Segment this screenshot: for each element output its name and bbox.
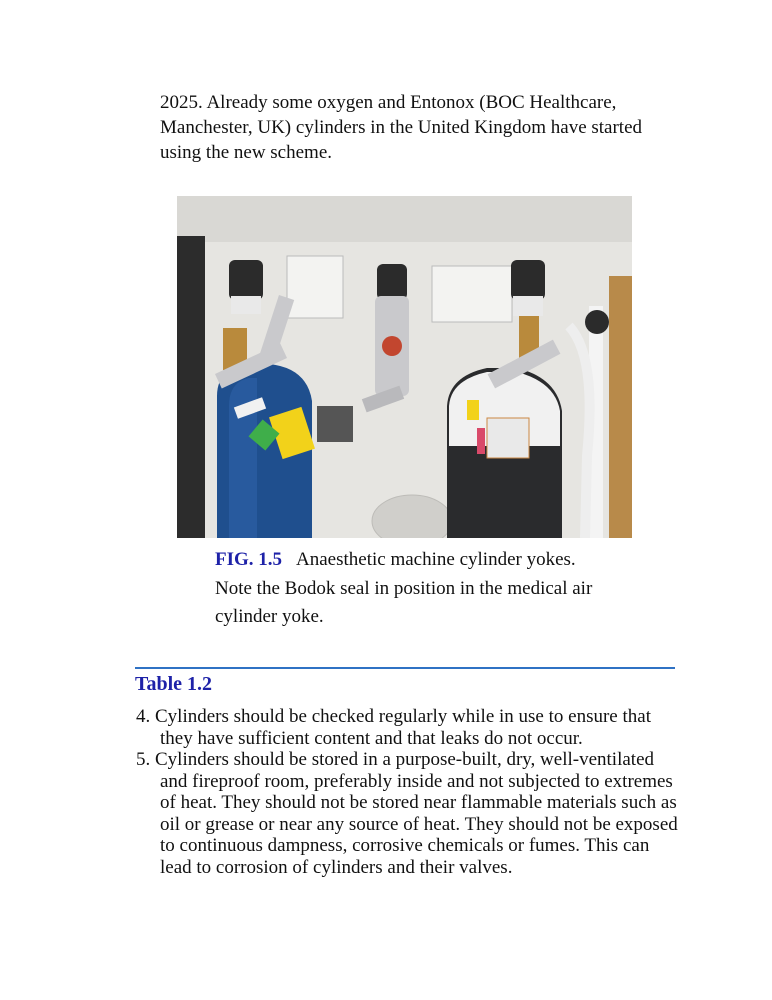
middle-bodok-seal	[382, 336, 402, 356]
left-dark-side	[177, 236, 205, 538]
left-cap	[229, 260, 263, 300]
panel-label-left	[287, 256, 343, 318]
cylinder-yokes-photo	[177, 196, 632, 538]
panel-label-right	[432, 266, 512, 322]
oxygen-cylinder	[217, 364, 315, 538]
figure-label: FIG. 1.5	[215, 549, 283, 570]
vent-grille	[317, 406, 353, 442]
right-cap	[511, 260, 545, 300]
list-item: 5. Cylinders should be stored in a purpose-built, dry, well-ventilated and fireproof room, preferably inside and not subjected to extremes of heat. They should not be stored near flammable materials such as oil or grease or near any source of heat. They should not be exposed to continuous dampness, corrosive chemicals or fumes. This can lead to corrosion of cylinders and their valves.	[136, 749, 678, 878]
middle-cap	[377, 264, 407, 300]
right-gauge-knob	[585, 310, 609, 334]
panel-top-edge	[177, 196, 632, 242]
medical-air-cylinder	[447, 368, 562, 538]
table-items	[136, 706, 681, 878]
left-cap-collar	[231, 296, 261, 314]
right-cap-collar	[513, 296, 543, 316]
table-title: Table 1.2	[135, 673, 213, 695]
figure-caption-text: Anaesthetic machine cylinder yokes. Note the Bodok seal in position in the medical air cylinder yoke.	[215, 549, 593, 627]
table-top-rule	[135, 667, 675, 669]
right-wood-edge	[609, 276, 632, 538]
figure-caption	[215, 546, 615, 632]
list-item: 4. Cylinders should be checked regularly while in use to ensure that they have sufficient content and that leaks do not occur.	[136, 706, 651, 749]
intro-paragraph: 2025. Already some oxygen and Entonox (BOC Healthcare, Manchester, UK) cylinders in the United Kingdom have started using the new scheme.	[160, 92, 643, 163]
